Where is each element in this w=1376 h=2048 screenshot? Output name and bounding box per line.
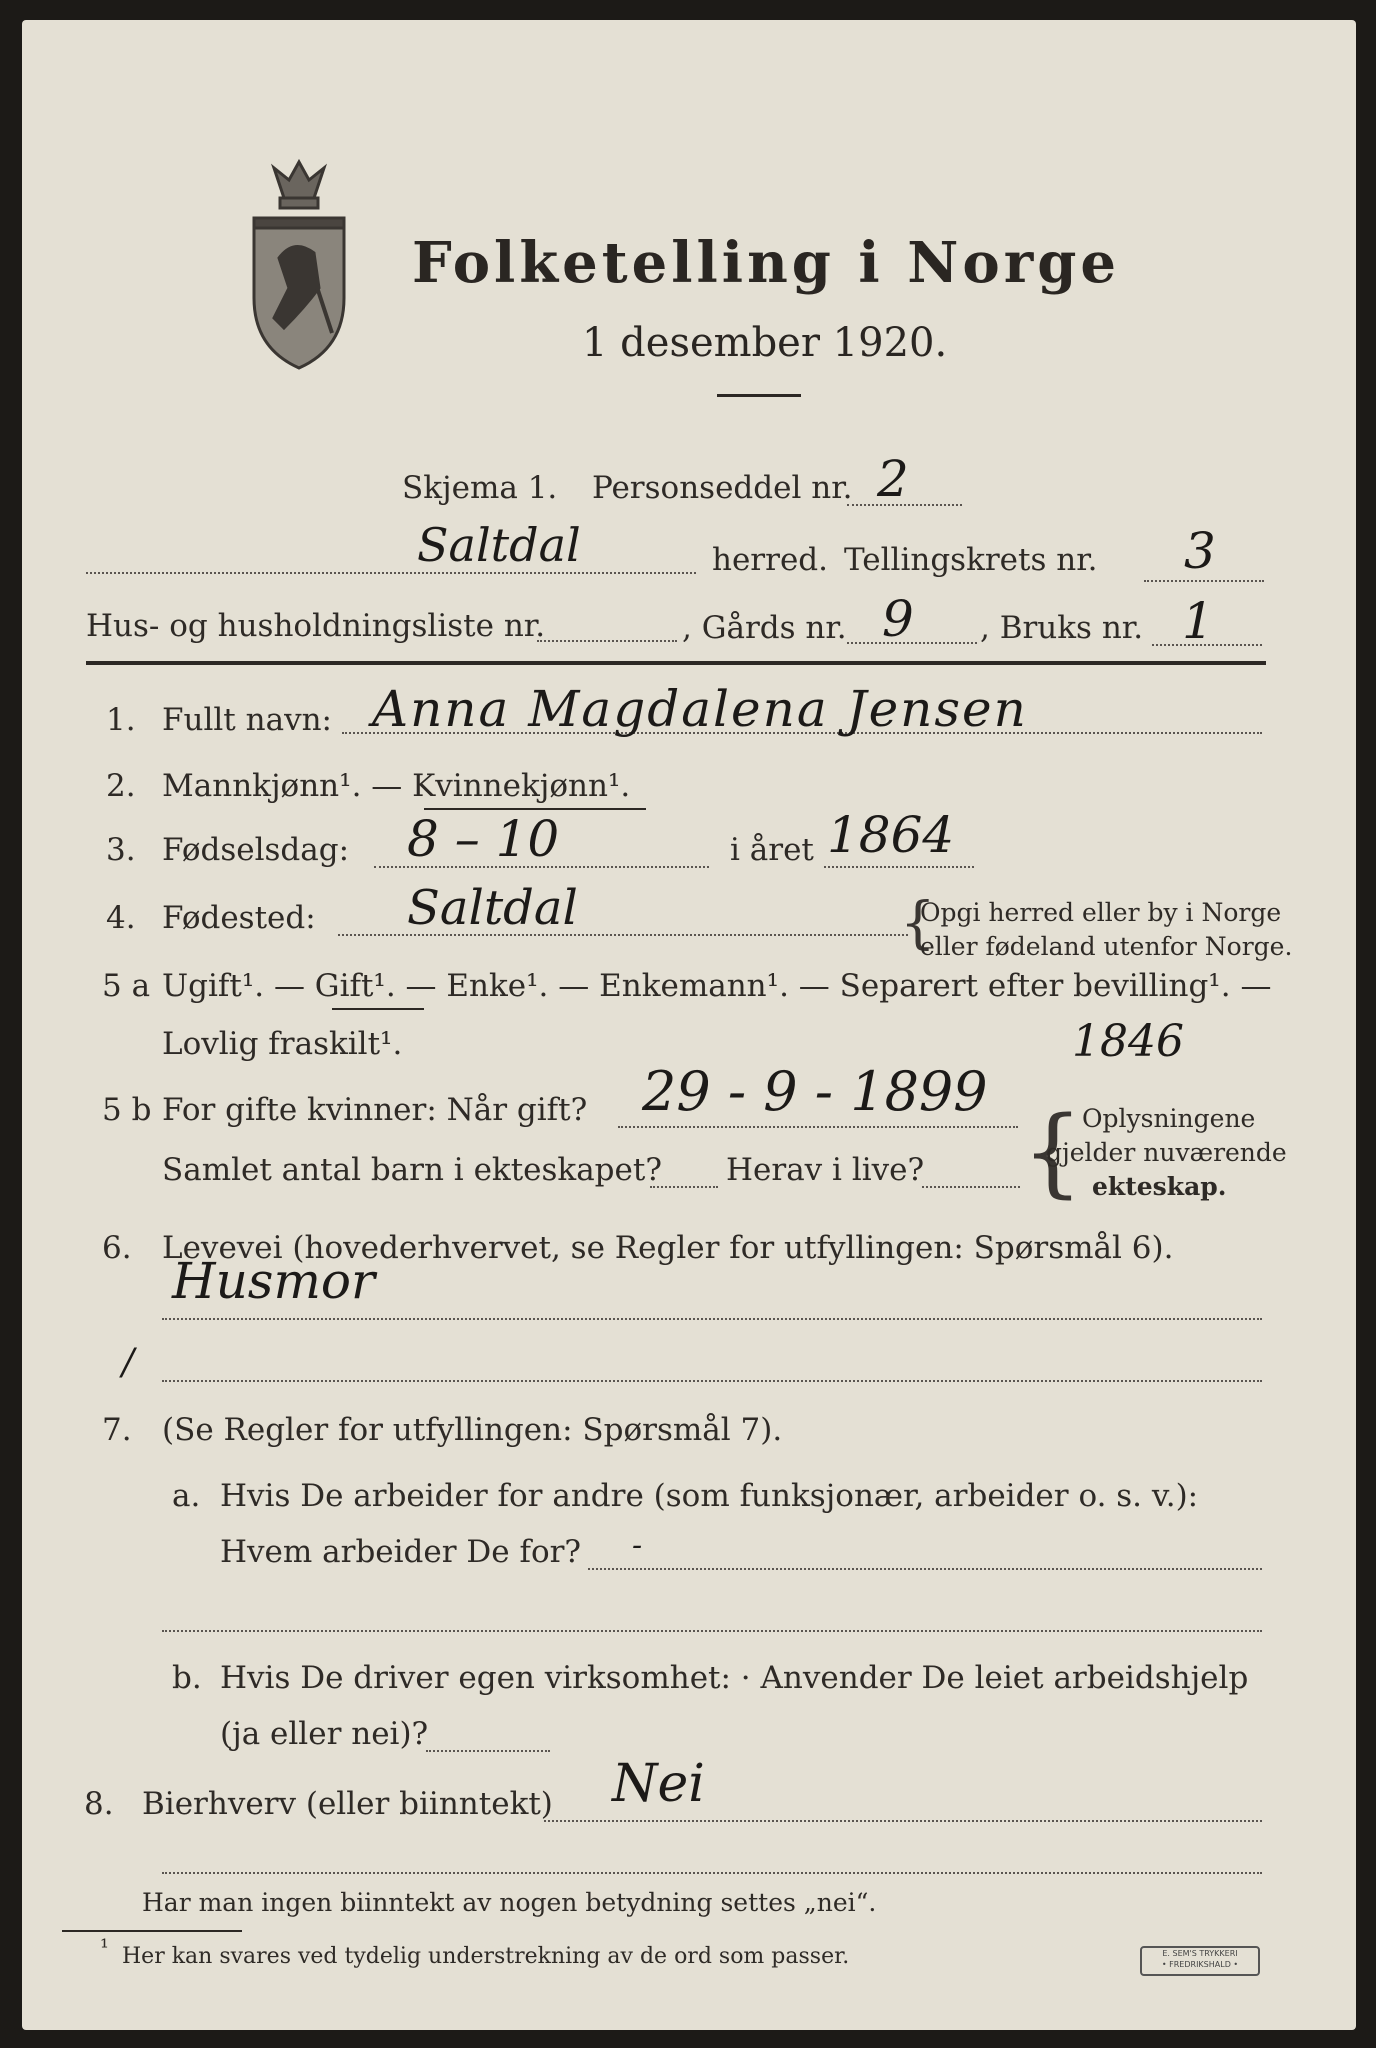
bruks-label: , Bruks nr. <box>980 610 1144 646</box>
coat-of-arms-icon <box>244 158 354 373</box>
q7-label: (Se Regler for utfyllingen: Spørsmål 7). <box>162 1412 783 1448</box>
q7a-line <box>588 1568 1262 1570</box>
q7a-line2: Hvem arbeider De for? <box>220 1534 582 1570</box>
gards-value[interactable]: 9 <box>882 590 914 648</box>
q7a-line2-blank <box>162 1630 1262 1632</box>
herred-label: herred. <box>712 542 828 578</box>
skjema-label: Skjema 1. <box>402 470 558 506</box>
footnote-mark: ¹ <box>100 1936 109 1961</box>
q5b-note-brace: { <box>1022 1096 1084 1208</box>
q5a-annotation[interactable]: 1846 <box>1072 1016 1184 1067</box>
printer-stamp-line1: E. SEM'S TRYKKERI <box>1162 1949 1238 1958</box>
q7b-line <box>426 1750 550 1752</box>
q4-note-brace: { <box>900 891 936 956</box>
q7-number: 7. <box>102 1412 132 1448</box>
q3-number: 3. <box>106 832 136 868</box>
hus-line <box>537 640 677 642</box>
q5a-line2: Lovlig fraskilt¹. <box>162 1026 403 1062</box>
q8-label: Bierhverv (eller biinntekt) <box>142 1786 553 1822</box>
q6-mark: / <box>122 1342 135 1383</box>
tellingskrets-label: Tellingskrets nr. <box>844 542 1098 578</box>
q5b-label: For gifte kvinner: Når gift? <box>162 1092 588 1128</box>
q7a-value[interactable]: - <box>632 1528 643 1563</box>
q5a-line1: Ugift¹. — Gift¹. — Enke¹. — Enkemann¹. — Separert efter bevilling¹. — <box>162 968 1272 1004</box>
q3-value[interactable]: 8 – 10 <box>407 810 560 868</box>
title-divider <box>717 394 801 397</box>
q7a-line1: Hvis De arbeider for andre (som funksjonær, arbeider o. s. v.): <box>220 1478 1199 1514</box>
tellingskrets-line <box>1144 580 1264 582</box>
form-title: Folketelling i Norge <box>412 230 1121 296</box>
footer-note: Har man ingen biinntekt av nogen betydning settes „nei“. <box>142 1888 877 1917</box>
footnote-rule <box>62 1930 242 1932</box>
census-form-sheet <box>22 20 1356 2030</box>
q1-number: 1. <box>106 702 136 738</box>
q4-number: 4. <box>106 900 136 936</box>
printer-stamp <box>1140 1946 1260 1976</box>
q6-label: Levevei (hovederhvervet, se Regler for utfyllingen: Spørsmål 6). <box>162 1230 1174 1266</box>
census-date: 1 desember 1920. <box>582 320 948 366</box>
gards-label: , Gårds nr. <box>682 610 847 646</box>
q7b-line1: Hvis De driver egen virksomhet: · Anvender De leiet arbeidshjelp <box>220 1660 1249 1696</box>
q6-number: 6. <box>102 1230 132 1266</box>
q8-line <box>544 1820 1262 1822</box>
q3-year-value[interactable]: 1864 <box>827 806 955 864</box>
q4-note-line2: eller fødeland utenfor Norge. <box>920 932 1293 961</box>
printer-stamp-line2: • FREDRIKSHALD • <box>1161 1960 1239 1969</box>
q8-number: 8. <box>84 1786 114 1822</box>
q5b-value[interactable]: 29 - 9 - 1899 <box>642 1060 988 1123</box>
personseddel-label: Personseddel nr. <box>592 470 853 506</box>
herred-value[interactable]: Saltdal <box>417 518 581 572</box>
q2-label: Mannkjønn¹. — Kvinnekjønn¹. <box>162 768 631 804</box>
tellingskrets-value[interactable]: 3 <box>1184 522 1216 580</box>
q3-year-label: i året <box>730 832 814 868</box>
footnote-text: Her kan svares ved tydelig understrekning av de ord som passer. <box>122 1944 850 1969</box>
q5b-note-line3: ekteskap. <box>1092 1172 1227 1201</box>
q5b-live-label: Herav i live? <box>726 1152 925 1188</box>
q5b-number: 5 b <box>102 1092 152 1128</box>
bruks-value[interactable]: 1 <box>1182 592 1214 650</box>
q7b-number: b. <box>172 1660 202 1696</box>
q7b-line2: (ja eller nei)? <box>220 1716 429 1752</box>
header-rule <box>86 661 1266 665</box>
q6-value[interactable]: Husmor <box>172 1252 375 1310</box>
q1-label: Fullt navn: <box>162 702 332 738</box>
q6-line2 <box>162 1380 1262 1382</box>
q5b-note-line1: Oplysningene <box>1082 1104 1256 1133</box>
q5b-note-line2: gjelder nuværende <box>1046 1138 1287 1167</box>
q5a-underline-gift <box>332 1008 424 1010</box>
q7a-number: a. <box>172 1478 201 1514</box>
q2-number: 2. <box>106 768 136 804</box>
q8-line2 <box>162 1872 1262 1874</box>
herred-line <box>86 572 696 574</box>
hus-label: Hus- og husholdningsliste nr. <box>86 608 546 644</box>
q4-label: Fødested: <box>162 900 316 936</box>
q3-label: Fødselsdag: <box>162 832 350 868</box>
q5b-barn-line <box>650 1186 718 1188</box>
q6-line1 <box>162 1318 1262 1320</box>
q1-value[interactable]: Anna Magdalena Jensen <box>372 680 1028 738</box>
q3-year-line <box>824 866 974 868</box>
q5b-line <box>618 1126 1018 1128</box>
q5b-line2: Samlet antal barn i ekteskapet? <box>162 1152 662 1188</box>
q4-note-line1: Opgi herred eller by i Norge <box>920 898 1282 927</box>
personseddel-value[interactable]: 2 <box>877 450 909 508</box>
q4-value[interactable]: Saltdal <box>407 880 578 936</box>
q5a-number: 5 a <box>102 968 151 1004</box>
q5b-live-line <box>922 1186 1020 1188</box>
q8-value[interactable]: Nei <box>612 1754 705 1814</box>
